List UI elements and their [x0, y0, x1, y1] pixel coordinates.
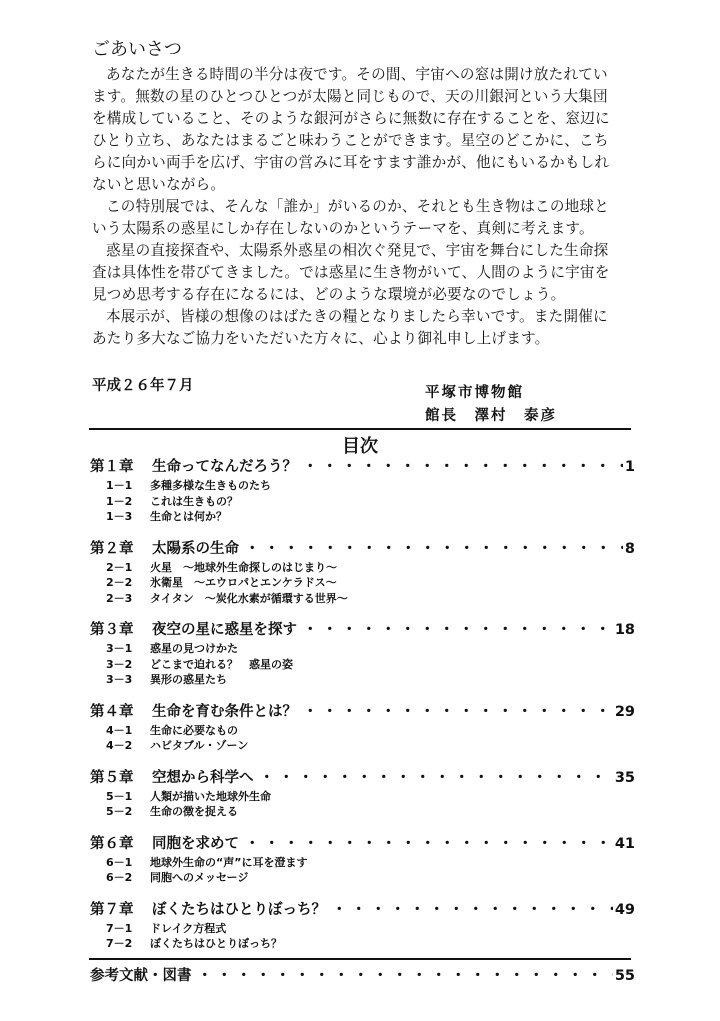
chapter-number: 第１章 [90, 459, 134, 475]
greeting-line: あたり多大なご協力をいただいた方々に、心より御礼申し上げます。 [92, 330, 550, 347]
chapter-title: 生命を育む条件とは？ [152, 703, 297, 720]
greeting-heading: ごあいさつ [92, 39, 182, 60]
section-title: ドレイク方程式 [150, 921, 227, 935]
chapter-page-number: 8 [624, 540, 635, 557]
greeting-line: いう太陽系の惑星にしか存在しないのかというテーマを、真剣に考えます。 [92, 220, 594, 237]
signature-date: 平成２６年７月 [92, 378, 194, 394]
chapter-number: 第３章 [90, 622, 134, 638]
section-number: 1－3 [106, 510, 133, 523]
table-of-contents [90, 456, 635, 987]
section-title: ハビタブル・ゾーン [150, 739, 249, 752]
toc-top-rule [89, 428, 631, 430]
greeting-line: ひとり立ち、あなたはまるごと味わうことができます。星空のどこかに、こち [92, 132, 609, 149]
section-number: 6－2 [106, 871, 133, 884]
section-number: 4－1 [106, 723, 133, 737]
dot-leader [239, 833, 613, 855]
chapter-title: 空想から科学へ [152, 769, 254, 786]
section-title: 生命とは何か？ [150, 510, 227, 523]
section-title: 惑星の見つけかた [150, 642, 238, 655]
toc-section-entry[interactable] [90, 657, 635, 673]
toc-chapter-entry[interactable] [90, 456, 635, 478]
toc-section-entry[interactable] [90, 738, 635, 754]
section-number: 5－1 [106, 789, 133, 803]
toc-section-entry[interactable] [90, 921, 635, 937]
toc-references-entry[interactable] [90, 965, 635, 987]
chapter-page-number: 1 [624, 459, 635, 475]
chapter-number: 第４章 [90, 703, 134, 720]
signature-director: 館長 澤村 泰彦 [425, 408, 557, 424]
references-title: 参考文献・図書 [90, 967, 192, 984]
toc-section-entry[interactable] [90, 855, 635, 871]
dot-leader [297, 456, 623, 478]
greeting-line: あなたが生きる時間の半分は夜です。その間、宇宙への窓は開け放たれてい [106, 66, 608, 83]
chapter-number: 第６章 [90, 835, 134, 852]
section-number: 6－1 [106, 855, 133, 869]
greeting-line: ます。無数の星のひとつひとつが太陽と同じもので、天の川銀河という大集団 [92, 88, 608, 105]
toc-chapter-entry[interactable] [90, 767, 635, 789]
greeting-line: を構成していること、そのような銀河がさらに無数に存在することを、窓辺に [92, 110, 610, 127]
greeting-line: 見つめ思考する存在になるには、どのような環境が必要なのでしょう。 [92, 286, 566, 303]
chapter-title: 太陽系の生命 [152, 540, 239, 557]
chapter-page-number: 49 [614, 901, 635, 918]
section-title: 多種多様な生きものたち [150, 479, 271, 492]
dot-leader [297, 619, 613, 641]
chapter-page-number: 18 [614, 622, 635, 638]
section-title: 火星 ～地球外生命探しのはじまり～ [150, 560, 337, 574]
section-title: 生命に必要なもの [150, 723, 238, 737]
section-number: 3－3 [106, 673, 133, 686]
toc-section-entry[interactable] [90, 478, 635, 494]
toc-chapter-group [90, 701, 635, 754]
section-number: 7－1 [106, 921, 133, 935]
chapter-number: 第５章 [90, 769, 134, 786]
greeting-line: 査は具体性を帯びてきました。では惑星に生き物がいて、人間のように宇宙を [92, 264, 610, 281]
toc-section-entry[interactable] [90, 560, 635, 576]
chapter-title: 同胞を求めて [152, 835, 239, 852]
section-number: 1－1 [106, 479, 133, 492]
greeting-line: この特別展では、そんな「誰か」がいるのか、それとも生き物はこの地球と [106, 198, 609, 215]
toc-section-entry[interactable] [90, 936, 635, 952]
dot-leader [192, 965, 613, 987]
section-title: これは生きもの？ [150, 494, 238, 508]
toc-chapter-group [90, 833, 635, 886]
chapter-title: 夜空の星に惑星を探す [152, 622, 297, 638]
toc-section-entry[interactable] [90, 870, 635, 886]
section-title: 氷衛星 ～エウロパとエンケラドス～ [150, 576, 337, 589]
toc-title: 目次 [342, 436, 378, 457]
toc-section-entry[interactable] [90, 494, 635, 510]
toc-chapter-entry[interactable] [90, 538, 635, 560]
toc-chapter-entry[interactable] [90, 701, 635, 723]
toc-chapter-group [90, 619, 635, 688]
toc-chapter-group [90, 456, 635, 525]
section-title: ぼくたちはひとりぼっち？ [150, 937, 282, 950]
dot-leader [326, 899, 613, 921]
chapter-page-number: 29 [614, 703, 635, 720]
toc-chapter-entry[interactable] [90, 833, 635, 855]
greeting-line: 惑星の直接探査や、太陽系外惑星の相次ぐ発見で、宇宙を舞台にした生命探 [106, 242, 609, 259]
section-number: 4－2 [106, 739, 133, 752]
section-title: タイタン ～炭化水素が循環する世界～ [150, 591, 348, 605]
toc-section-entry[interactable] [90, 672, 635, 688]
chapter-number: 第７章 [90, 901, 134, 918]
toc-chapter-group [90, 899, 635, 952]
toc-chapter-group [90, 538, 635, 607]
section-title: どこまで迫れる？ 惑星の姿 [150, 657, 293, 671]
section-number: 7－2 [106, 937, 133, 950]
section-number: 2－2 [106, 576, 133, 589]
toc-section-entry[interactable] [90, 723, 635, 739]
toc-section-entry[interactable] [90, 509, 635, 525]
toc-chapter-group [90, 767, 635, 820]
section-title: 地球外生命の“声”に耳を澄ます [150, 855, 308, 869]
dot-leader [297, 701, 613, 723]
section-number: 3－2 [106, 657, 133, 671]
chapter-page-number: 35 [614, 769, 635, 786]
greeting-line: 本展示が、皆様の想像のはばたきの糧となりましたら幸いです。また開催に [106, 308, 608, 325]
toc-section-entry[interactable] [90, 804, 635, 820]
toc-section-entry[interactable] [90, 575, 635, 591]
section-number: 5－2 [106, 805, 133, 818]
section-number: 2－3 [106, 591, 133, 605]
toc-bottom-rule [89, 958, 631, 960]
signature-org: 平塚市博物館 [425, 385, 524, 401]
toc-section-entry[interactable] [90, 789, 635, 805]
section-number: 1－2 [106, 494, 133, 508]
references-page-number: 55 [614, 967, 635, 984]
section-number: 3－1 [106, 642, 133, 655]
section-title: 異形の惑星たち [150, 673, 227, 686]
greeting-line: らに向かい両手を広げ、宇宙の営みに耳をすます誰かが、他にもいるかもしれ [92, 154, 610, 171]
greeting-line: ないと思いながら。 [92, 176, 226, 193]
chapter-title: ぼくたちはひとりぼっち？ [152, 901, 326, 918]
chapter-number: 第２章 [90, 540, 134, 557]
dot-leader [254, 767, 613, 789]
toc-section-entry[interactable] [90, 641, 635, 657]
chapter-title: 生命ってなんだろう？ [152, 459, 297, 475]
toc-chapter-entry[interactable] [90, 619, 635, 641]
greeting-body [92, 64, 637, 350]
section-number: 2－1 [106, 560, 133, 574]
toc-section-entry[interactable] [90, 591, 635, 607]
dot-leader [239, 538, 623, 560]
section-title: 同胞へのメッセージ [150, 871, 249, 884]
section-title: 人類が描いた地球外生命 [150, 789, 271, 803]
toc-chapter-entry[interactable] [90, 899, 635, 921]
section-title: 生命の徴を捉える [150, 805, 238, 818]
chapter-page-number: 41 [614, 835, 635, 852]
